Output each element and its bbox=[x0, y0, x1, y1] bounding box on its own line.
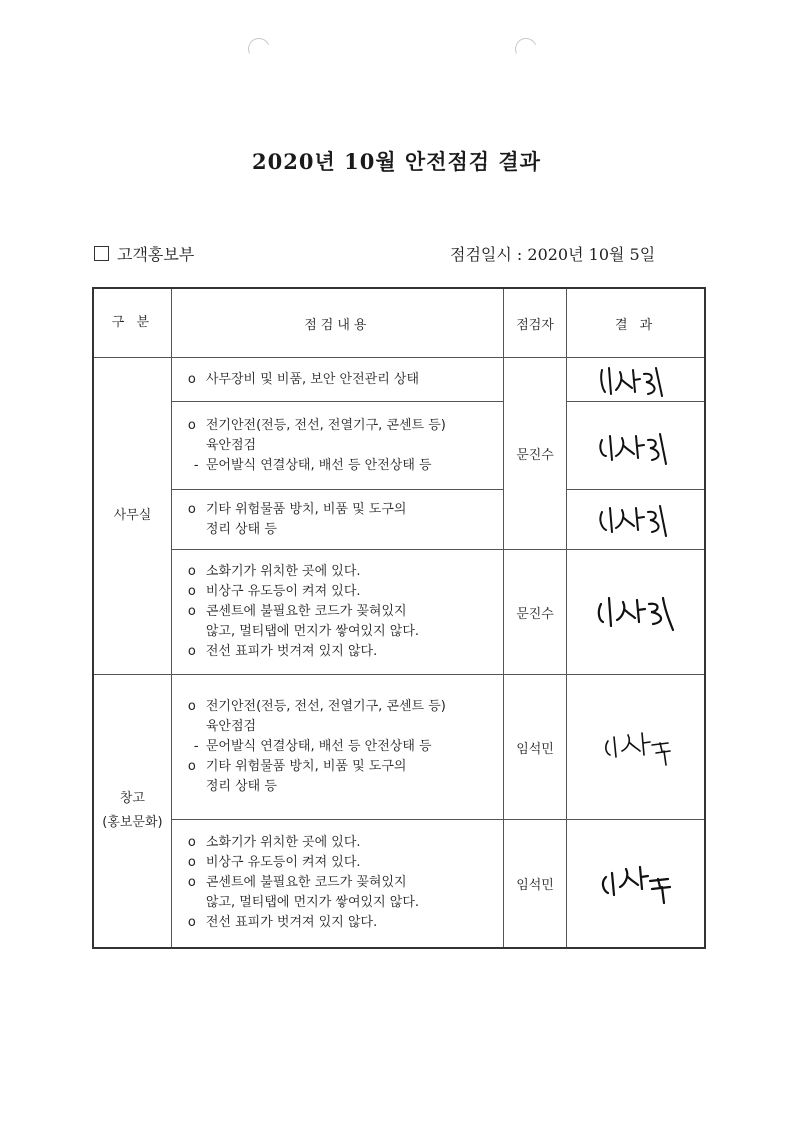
category-office: 사무실 bbox=[93, 358, 171, 675]
page-title: 2020년 10월 안전점검 결과 bbox=[252, 149, 541, 174]
inspector-cell: 문진수 bbox=[503, 550, 566, 675]
department-checkbox bbox=[94, 246, 109, 261]
content-cell: o 전기안전(전등, 전선, 전열기구, 콘센트 등) 육안점검 - 문어발식 연결상태, 배선 등 안전상태 등 o 기타 위험물품 방치, 비품 및 도구의 정리 상태 등 bbox=[171, 675, 503, 820]
table-row bbox=[93, 490, 705, 550]
header-result: 결 과 bbox=[567, 288, 705, 358]
content-cell: o 사무장비 및 비품, 보안 안전관리 상태 bbox=[171, 358, 503, 402]
content-cell: o 소화기가 위치한 곳에 있다. o 비상구 유도등이 켜져 있다. o 콘센트에 불필요한 코드가 꽂혀있지 않고, 멀티탭에 먼지가 쌓여있지 않다. o 전선 표피가 벗겨져 있지 않다. bbox=[171, 550, 503, 675]
signature-image bbox=[596, 362, 676, 398]
signature-image bbox=[591, 590, 681, 634]
signature-image bbox=[594, 859, 678, 907]
table-row bbox=[93, 820, 705, 948]
inspection-date: 점검일시 : 2020년 10월 5일 bbox=[450, 245, 656, 264]
punch-hole-right bbox=[512, 35, 540, 63]
result-signature bbox=[567, 550, 705, 675]
signature-image bbox=[594, 725, 678, 769]
table-row bbox=[93, 550, 705, 675]
department-name: 고객홍보부 bbox=[117, 245, 195, 264]
table-row bbox=[93, 402, 705, 490]
header-content: 점검내용 bbox=[171, 288, 503, 358]
content-cell: o 기타 위험물품 방치, 비품 및 도구의 정리 상태 등 bbox=[171, 490, 503, 550]
department-label bbox=[94, 242, 194, 265]
signature-image bbox=[594, 500, 678, 540]
table-header-row bbox=[93, 288, 705, 358]
result-signature bbox=[567, 402, 705, 490]
inspector-cell: 임석민 bbox=[503, 675, 566, 820]
category-storage: 창고 (홍보문화) bbox=[93, 675, 171, 948]
result-signature bbox=[567, 820, 705, 948]
table-row bbox=[93, 358, 705, 402]
result-signature bbox=[567, 358, 705, 402]
table-row bbox=[93, 675, 705, 820]
inspector-cell: 문진수 bbox=[503, 358, 566, 550]
header-inspector: 점검자 bbox=[503, 288, 566, 358]
inspection-table bbox=[92, 287, 706, 949]
signature-image bbox=[594, 426, 678, 466]
header-category: 구 분 bbox=[93, 288, 171, 358]
result-signature bbox=[567, 490, 705, 550]
inspector-cell: 임석민 bbox=[503, 820, 566, 948]
result-signature bbox=[567, 675, 705, 820]
punch-hole-left bbox=[245, 35, 273, 63]
content-cell: o 소화기가 위치한 곳에 있다. o 비상구 유도등이 켜져 있다. o 콘센트에 불필요한 코드가 꽂혀있지 않고, 멀티탭에 먼지가 쌓여있지 않다. o 전선 표피가 벗겨져 있지 않다. bbox=[171, 820, 503, 948]
content-cell: o 전기안전(전등, 전선, 전열기구, 콘센트 등) 육안점검 - 문어발식 연결상태, 배선 등 안전상태 등 bbox=[171, 402, 503, 490]
